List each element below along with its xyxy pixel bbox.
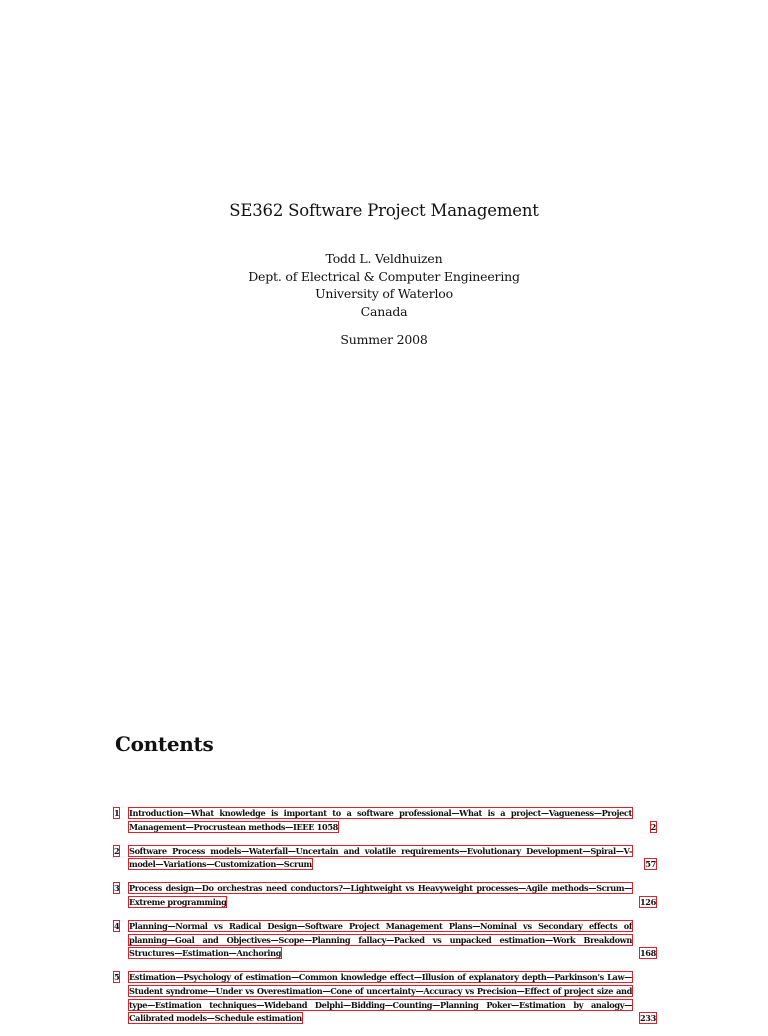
toc-entry[interactable]: [114, 882, 656, 909]
toc-entry-number[interactable]: 5: [114, 972, 120, 983]
author-name: Todd L. Veldhuizen: [325, 251, 443, 266]
toc-entry-link[interactable]: Software Process models—Waterfall—Uncertain and volatile requirements—Evolutionary Development—Spiral—V-model—Variations—Customization—Scrum: [129, 845, 632, 870]
toc-entry-page-link[interactable]: 57: [645, 859, 656, 870]
document-title: SE362 Software Project Management: [229, 201, 539, 220]
toc-entry-page-link[interactable]: 126: [639, 896, 656, 907]
toc-entry-page-link[interactable]: 233: [639, 1013, 656, 1024]
toc-entry-page-link[interactable]: 2: [650, 821, 656, 832]
toc-entry-number[interactable]: 1: [114, 808, 120, 818]
toc-entry-link[interactable]: Process design—Do orchestras need conductors?—Lightweight vs Heavyweight processes—Agile methods—Scrum—Extreme programming: [129, 883, 632, 907]
toc-entry-link[interactable]: Planning—Normal vs Radical Design—Software Project Management Plans—Nominal vs Secondary effects of planning—Goal and Objectives—Scope—Planning fallacy—Packed vs unpacked estimation—Work Breakdown Structures—Estimation—Anchoring: [129, 921, 632, 959]
table-of-contents: [114, 807, 656, 1036]
toc-entry[interactable]: [114, 971, 656, 1025]
toc-entry-number[interactable]: 4: [114, 921, 120, 932]
document-date: Summer 2008: [340, 332, 428, 347]
toc-entry-number[interactable]: 3: [114, 883, 120, 894]
title-page: [0, 201, 768, 347]
toc-entry-page-link[interactable]: 168: [639, 948, 656, 959]
toc-entry-link[interactable]: Introduction—What knowledge is important to a software professional—What is a project—Vagueness—Project Management—Procrustean methods—IEEE 1058: [129, 808, 632, 832]
toc-entry[interactable]: [114, 807, 656, 834]
author-university: University of Waterloo: [315, 286, 453, 301]
toc-entry-link[interactable]: Estimation—Psychology of estimation—Common knowledge effect—Illusion of explanatory depth—Parkinson's Law—Student syndrome—Under vs Overestimation—Cone of uncertainty—Accuracy vs Precision—Effect of project size and type—Estimation techniques—Wideband Delphi—Bidding—Counting—Planning Poker—Estimation by analogy—Calibrated models—Schedule estimation: [129, 972, 632, 1024]
author-country: Canada: [360, 303, 408, 319]
toc-entry[interactable]: [114, 920, 656, 961]
author-department: Dept. of Electrical & Computer Engineering: [248, 268, 520, 284]
contents-heading: Contents: [115, 732, 214, 756]
toc-entry[interactable]: [114, 845, 656, 872]
toc-entry-number[interactable]: 2: [114, 845, 120, 856]
